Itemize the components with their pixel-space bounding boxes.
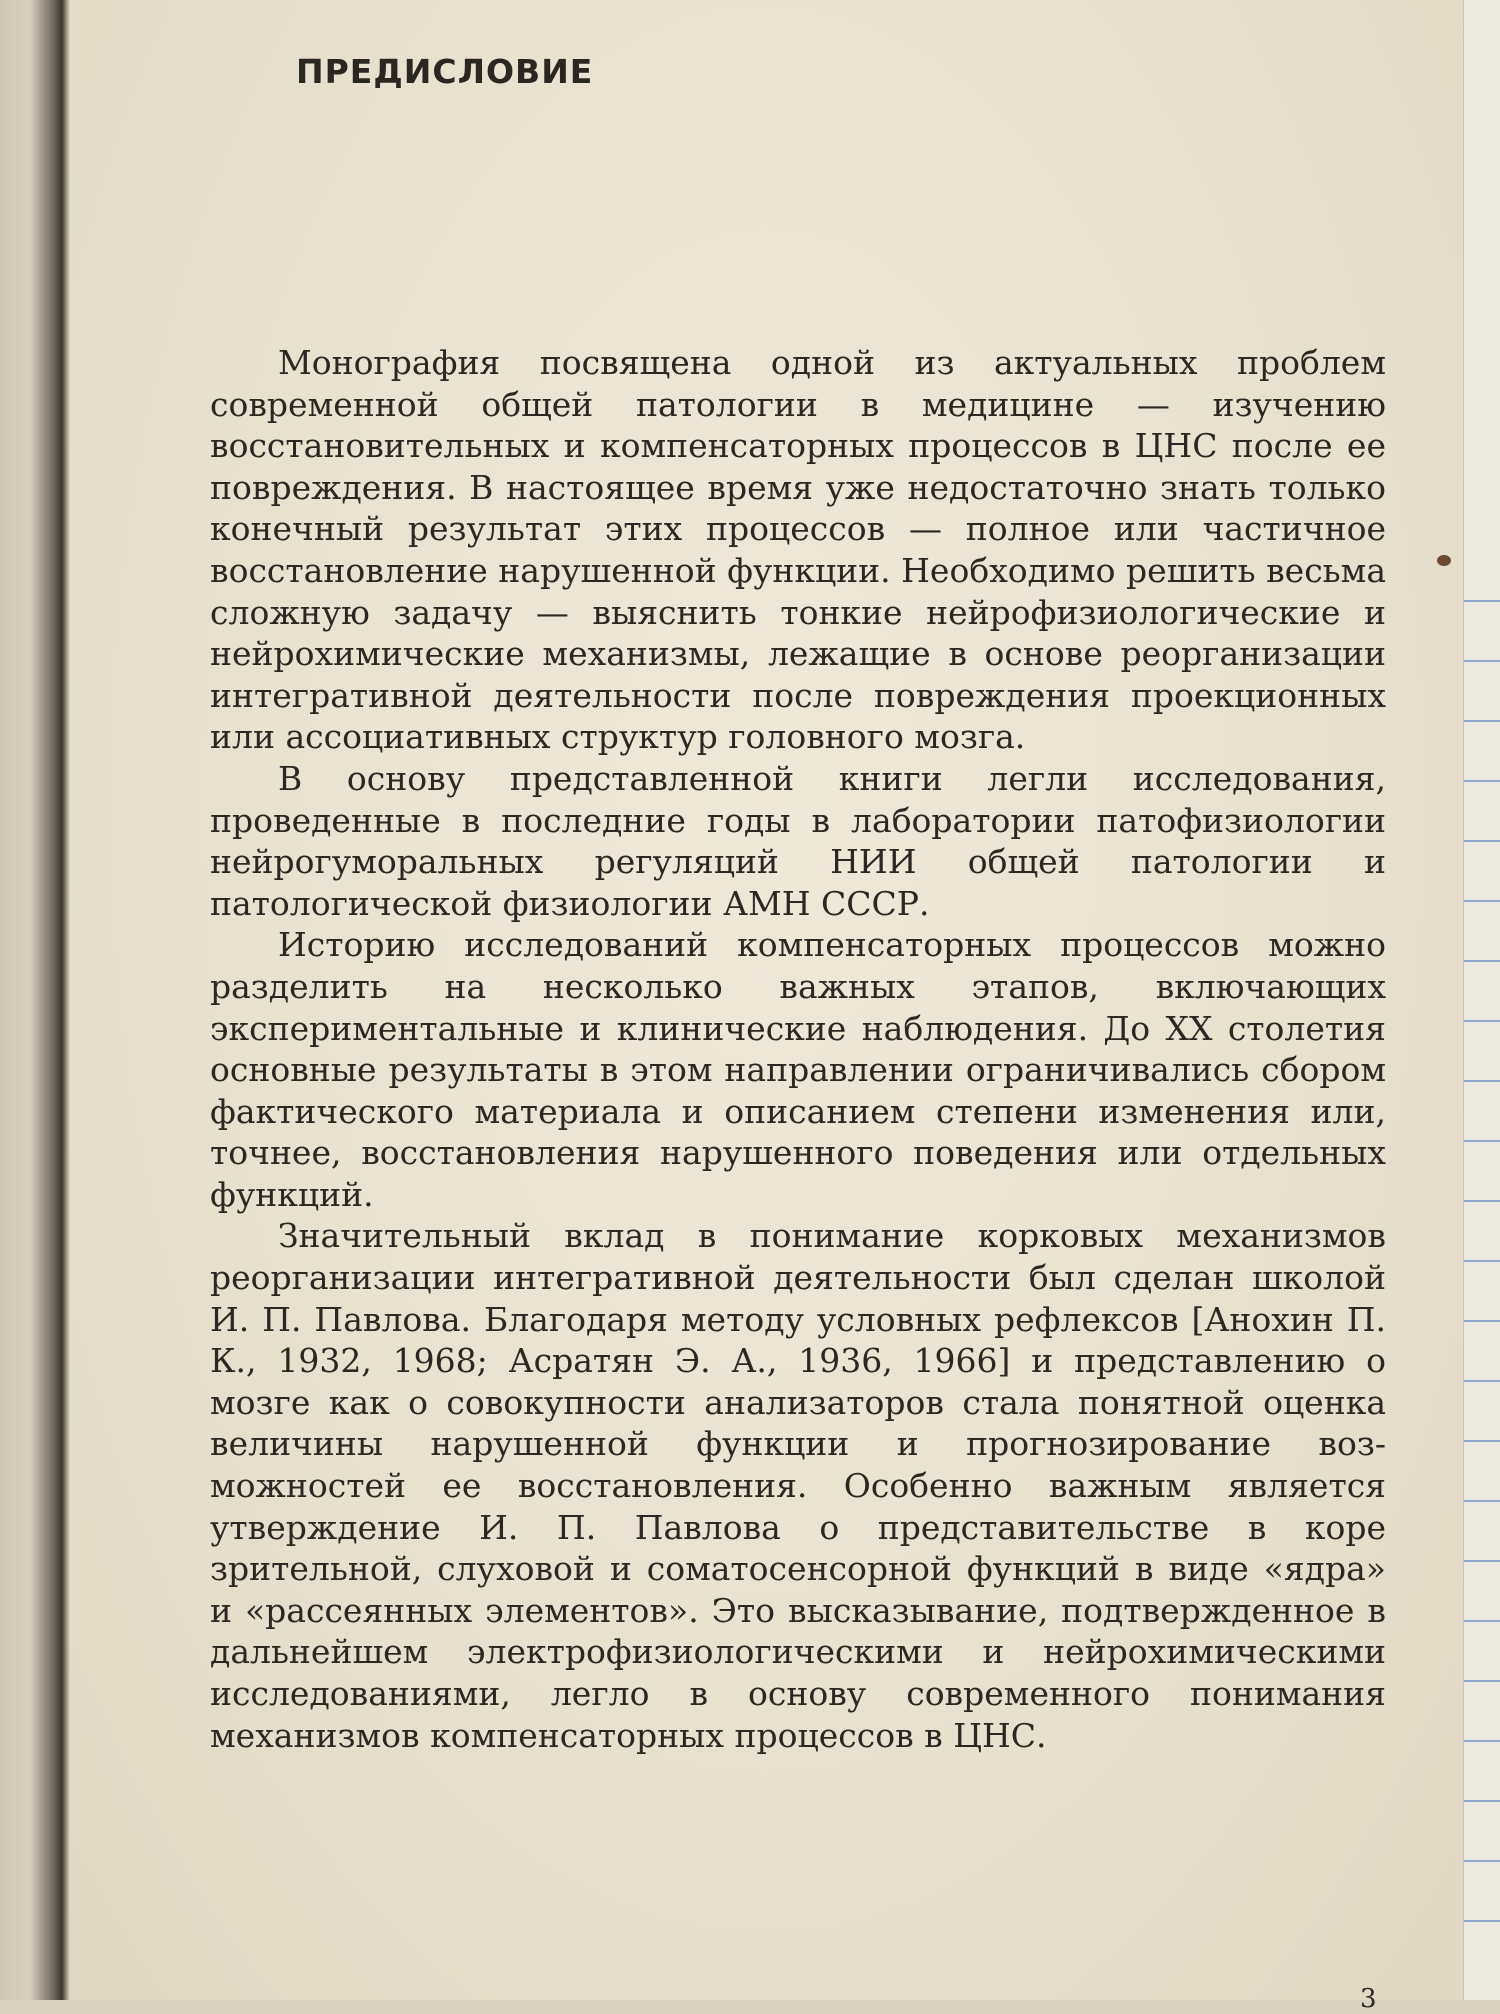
paragraph-3: Историю исследований компенсаторных процессов можно разделить на несколько важных этапов, включающих экспериментальные и клинические наблюдения. До XX столетия основные результаты в этом направлении ограничивались сбором фактического материала и описанием степени изменения или, точнее, восстановления нарушенного поведения или отдельных функций. [210,925,1386,1214]
notebook-rule-line [1464,1200,1500,1202]
notebook-rule-line [1464,960,1500,962]
paper-stain [1437,555,1451,566]
body-text [210,342,1386,1756]
notebook-rule-line [1464,720,1500,722]
book-page [70,0,1464,2014]
notebook-strip [1463,0,1500,2000]
notebook-rule-line [1464,900,1500,902]
notebook-rule-line [1464,1680,1500,1682]
notebook-rule-line [1464,1440,1500,1442]
notebook-rule-line [1464,1320,1500,1322]
paragraph-4: Значительный вклад в понимание корковых механизмов реорганизации интегративной деятельности был сделан школой И. П. Павлова. Благодаря методу условных рефлексов [Анохин П. К., 1932, 1968; Асратян Э. А., 1936, 1966] и представлению о мозге как о совокупности анализаторов стала понятной оценка величины нарушенной функции и прогнозирование возможностей ее восстановления. Особенно важным является утверждение И. П. Павлова о представительстве в коре зрительной, слуховой и соматосенсорной функций в виде «ядра» и «рассеянных элементов». Это высказывание, подтвержденное в дальнейшем электрофизиологическими и нейрохимическими исследованиями, легло в основу современного понимания механизмов компенсаторных процессов в ЦНС. [210,1216,1386,1755]
book-spine-edge [0,0,70,2000]
notebook-rule-line [1464,1860,1500,1862]
notebook-rule-line [1464,1800,1500,1802]
notebook-rule-line [1464,1500,1500,1502]
notebook-rule-line [1464,660,1500,662]
notebook-rule-line [1464,840,1500,842]
notebook-rule-line [1464,1140,1500,1142]
paragraph-2: В основу представленной книги легли исследования, проведенные в последние годы в лаборатории патофизиологии нейрогуморальных регуляций НИИ общей патологии и патологической физиологии АМН СССР. [210,758,1386,923]
notebook-rule-line [1464,1080,1500,1082]
notebook-rule-line [1464,1620,1500,1622]
page-number: 3 [1360,1984,1377,2014]
page-heading: ПРЕДИСЛОВИЕ [296,52,594,91]
paragraph-1: Монография посвящена одной из актуальных проблем современной общей патологии в медицине — изучению восстановительных и компенсаторных процессов в ЦНС после ее повреждения. В настоящее время уже недостаточно знать только конечный результат этих процессов — полное или частичное восстановление нарушенной функции. Необходимо решить весьма сложную задачу — выяснить тонкие нейрофизиологические и нейрохимические механизмы, лежащие в основе реорганизации интегративной деятельности после повреждения проекционных или ассоциативных структур головного мозга. [210,343,1386,757]
notebook-rule-line [1464,780,1500,782]
notebook-rule-line [1464,1020,1500,1022]
notebook-rule-line [1464,1380,1500,1382]
notebook-rule-line [1464,1260,1500,1262]
notebook-rule-line [1464,1740,1500,1742]
notebook-rule-line [1464,1920,1500,1922]
notebook-rule-line [1464,600,1500,602]
notebook-rule-line [1464,1560,1500,1562]
